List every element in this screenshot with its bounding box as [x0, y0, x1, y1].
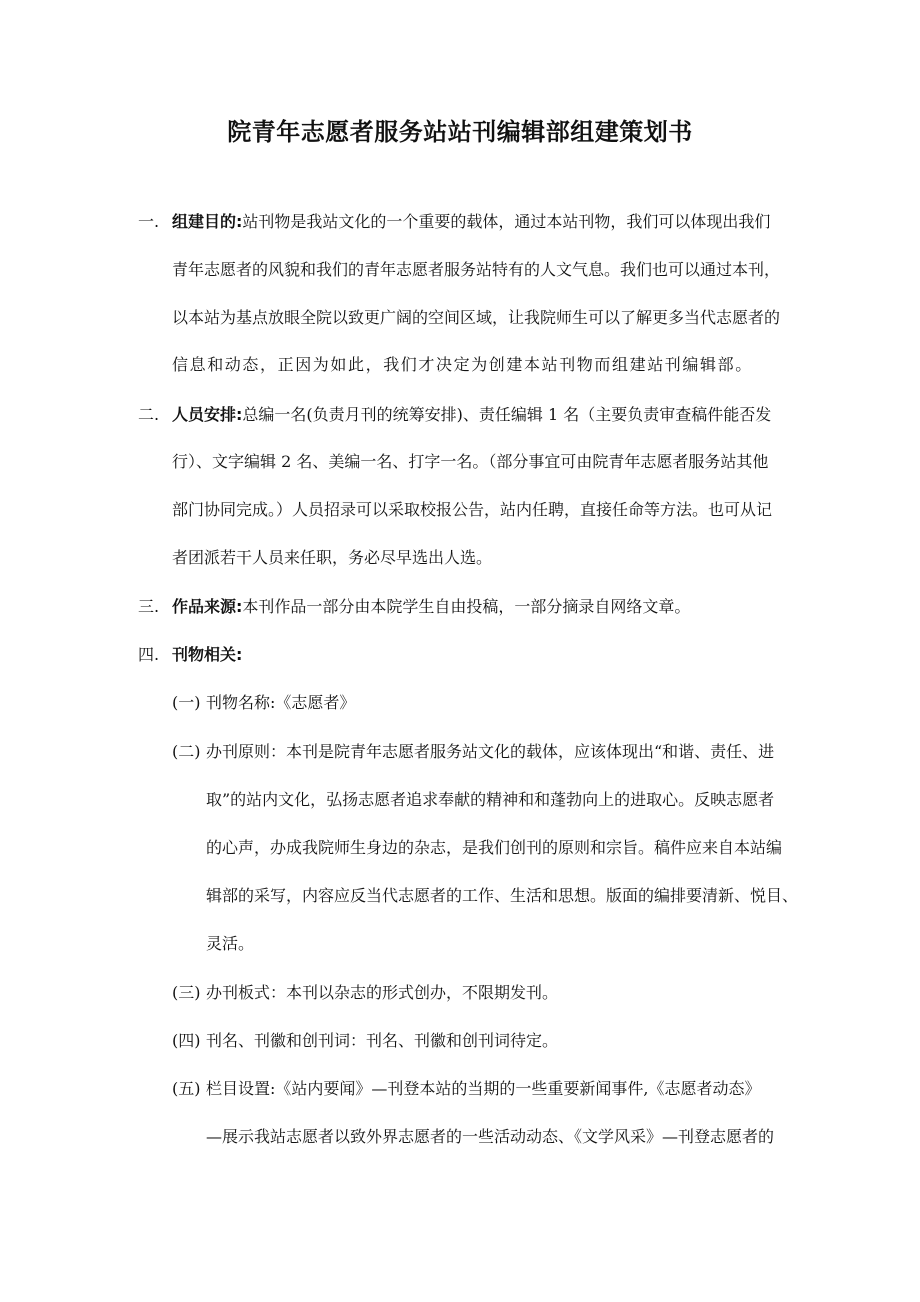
section-number: 四. [138, 645, 160, 664]
section-line [172, 405, 771, 425]
section-number: 三. [138, 597, 160, 616]
paragraph-text: 总编一名(负责月刊的统筹安排)、责任编辑 1 名（主要负责审查稿件能否发 [242, 405, 772, 424]
section-label: 组建目的: [172, 212, 243, 231]
section-number: 一. [138, 212, 160, 231]
item-number: (三) [172, 983, 201, 1002]
section-label: 刊物相关: [172, 645, 243, 664]
item-line: 栏目设置:《站内要闻》—刊登本站的当期的一些重要新闻事件,《志愿者动态》 [206, 1079, 761, 1098]
paragraph-line: 以本站为基点放眼全院以致更广阔的空间区域，让我院师生可以了解更多当代志愿者的 [172, 308, 781, 327]
item-line: 取”的站内文化，弘扬志愿者追求奉献的精神和和蓬勃向上的进取心。反映志愿者 [206, 790, 775, 809]
paragraph-text: 本刊作品一部分由本院学生自由投稿，一部分摘录自网络文章。 [242, 597, 691, 616]
section-label: 作品来源: [172, 597, 243, 616]
item-line: 办刊原则：本刊是院青年志愿者服务站文化的载体，应该体现出“和谐、责任、进 [206, 742, 775, 761]
item-line: —展示我站志愿者以致外界志愿者的一些活动动态、《文学风采》—刊登志愿者的 [206, 1127, 775, 1146]
document-title: 院青年志愿者服务站站刊编辑部组建策划书 [227, 118, 693, 146]
section-line [172, 645, 242, 665]
item-line: 的心声，办成我院师生身边的杂志，是我们创刊的原则和宗旨。稿件应来自本站编 [206, 838, 783, 857]
section-line [172, 212, 770, 232]
item-number: (二) [172, 742, 201, 761]
item-line: 灵活。 [206, 934, 255, 953]
item-number: (五) [172, 1079, 201, 1098]
paragraph-text: 站刊物是我站文化的一个重要的载体，通过本站刊物，我们可以体现出我们 [242, 212, 771, 231]
section-label: 人员安排: [172, 405, 243, 424]
item-line: 办刊板式：本刊以杂志的形式创办，不限期发刊。 [206, 983, 559, 1002]
paragraph-line: 部门协同完成。）人员招录可以采取校报公告，站内任聘，直接任命等方法。也可从记 [172, 500, 773, 519]
paragraph-line: 者团派若干人员来任职，务必尽早选出人选。 [172, 548, 493, 567]
paragraph-line: 信息和动态，正因为如此，我们才决定为创建本站刊物而组建站刊编辑部。 [172, 355, 753, 374]
section-line [172, 597, 690, 617]
item-line: 辑部的采写，内容应反当代志愿者的工作、生活和思想。版面的编排要清新、悦目、 [206, 886, 799, 905]
section-number: 二. [138, 405, 160, 424]
paragraph-line: 青年志愿者的风貌和我们的青年志愿者服务站特有的人文气息。我们也可以通过本刊， [172, 260, 781, 279]
item-line: 刊物名称:《志愿者》 [206, 693, 356, 712]
paragraph-line: 行）、文字编辑 2 名、美编一名、打字一名。（部分事宜可由院青年志愿者服务站其他 [172, 452, 769, 471]
item-number: (四) [172, 1031, 201, 1050]
item-number: (一) [172, 693, 201, 712]
item-line: 刊名、刊徽和创刊词：刊名、刊徽和创刊词待定。 [206, 1031, 559, 1050]
